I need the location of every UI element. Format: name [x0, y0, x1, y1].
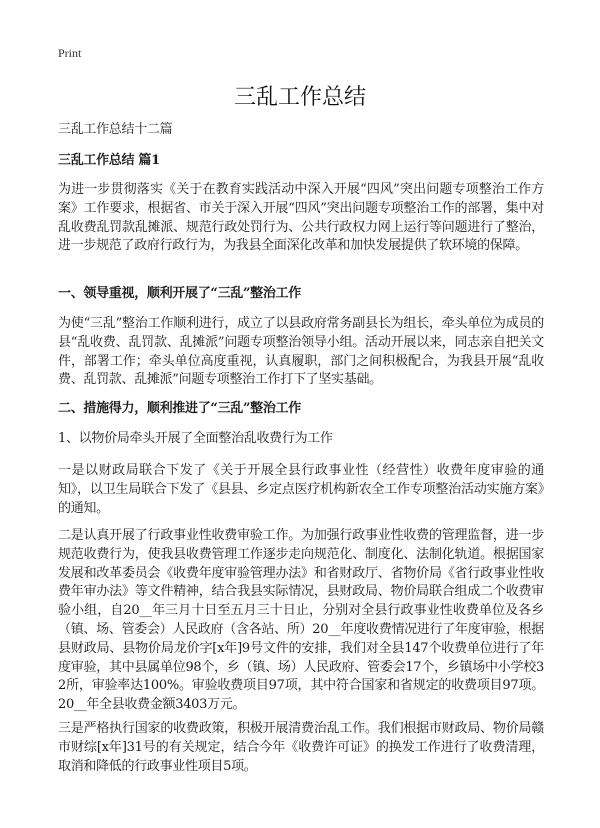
paragraph-leadership: 为使“三乱”整治工作顺利进行，成立了以县政府常务副县长为组长，牵头单位为成员的县“乱收费、乱罚款、乱摊派”问题专项整治领导小组。活动开展以来，同志亲自把关文件，部署工作；牵头单位高度重视，认真履职，部门之间积极配合，为我县开展“乱收费、乱罚款、乱摊派”问题专项整治工作打下了坚实基础。	[58, 316, 544, 388]
print-link[interactable]: Print	[58, 46, 82, 60]
paragraph-intro: 为进一步贯彻落实《关于在教育实践活动中深入开展“四风”突出问题专项整治工作方案》工作要求，根据省、市关于深入开展“四风”突出问题专项整治工作的部署，集中对乱收费乱罚款乱摊派、规范行政处罚行为、公共行政权力网上运行等问题进行了整治，进一步规范了政府行政行为，为我县全面深化改革和加快发展提供了软环境的保障。	[58, 182, 544, 254]
page-title: 三乱工作总结	[233, 85, 366, 110]
paragraph-audit: 二是认真开展了行政事业性收费审验工作。为加强行政事业性收费的管理监督，进一步规范收费行为，使我县收费管理工作逐步走向规范化、制度化、法制化轨道。根据国家发展和改革委员会《收费年度审验管理办法》和省财政厅、省物价局《省行政事业性收费年审办法》等文件精神，结合我县实际情况，县财政局、物价局联合组成二个收费审验小组，自20__年三月十日至五月三十日止，分别对全县行政事业性收费单位及各乡（镇、场、管委会）人民政府（含各站、所）20__年度收费情况进行了年度审验，根据县财政局、县物价局龙价字[x年]9号文件的安排，我们对全县147个收费单位进行了年度审验，其中县属单位98个，乡（镇、场）人民政府、管委会17个，乡镇场中小学校32所，审验率达100%。审验收费项目97项，其中符合国家和省规定的收费项目97项。20__年全县收费金额3403万元。	[58, 528, 544, 713]
document-subtitle: 三乱工作总结十二篇	[58, 122, 173, 137]
paragraph-notice: 一是以财政局联合下发了《关于开展全县行政事业性（经营性）收费年度审验的通知》，以卫生局联合下发了《县县、乡定点医疗机构新农全工作专项整治活动实施方案》的通知。	[58, 463, 544, 516]
subsection-heading-1: 1、以物价局牵头开展了全面整治乱收费行为工作	[58, 431, 333, 446]
paragraph-cleanup: 三是严格执行国家的收费政策，积极开展清费治乱工作。我们根据市财政局、物价局赣市财综[x年]31号的有关规定，结合今年《收费许可证》的换发工作进行了收费清理，取消和降低的行政事业性项目5项。	[58, 721, 544, 774]
section-heading-2: 二、措施得力，顺利推进了“三乱”整治工作	[58, 401, 301, 416]
section-heading-1: 一、领导重视，顺利开展了“三乱”整治工作	[58, 286, 301, 301]
piece-heading: 三乱工作总结 篇1	[58, 153, 160, 168]
